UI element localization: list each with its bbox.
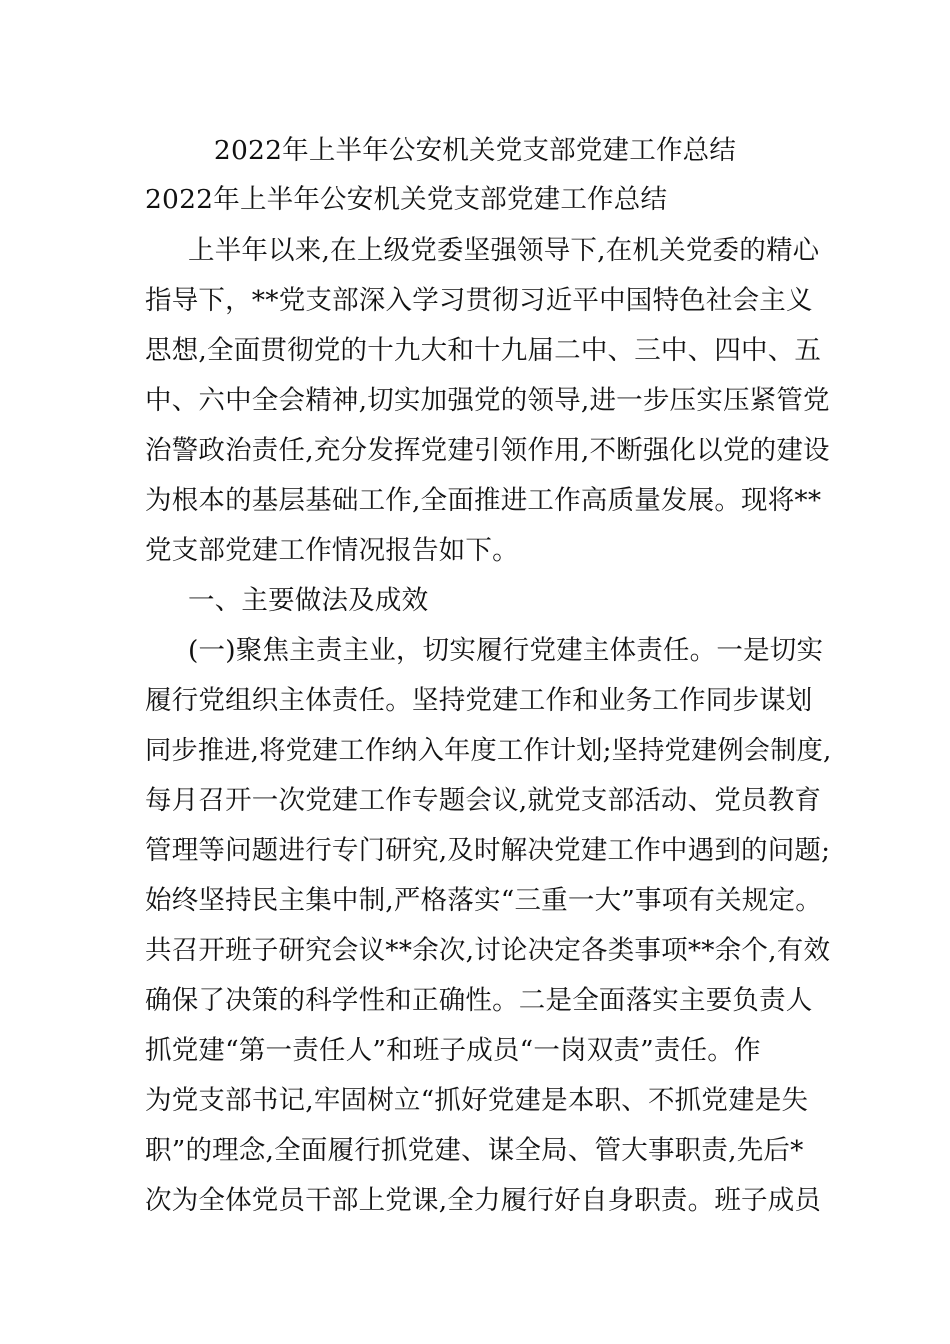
paragraph-line: 始终坚持民主集中制,严格落实“三重一大”事项有关规定。 xyxy=(145,885,822,916)
paragraph-line: 履行党组织主体责任。坚持党建工作和业务工作同步谋划 xyxy=(145,685,813,716)
document-title-centered: 2022年上半年公安机关党支部党建工作总结 xyxy=(213,135,737,166)
paragraph-line: 党支部党建工作情况报告如下。 xyxy=(145,535,519,566)
paragraph-line: 为根本的基层基础工作,全面推进工作高质量发展。现将** xyxy=(145,485,822,516)
paragraph-line: 抓党建“第一责任人”和班子成员“一岗双责”责任。作 xyxy=(145,1035,761,1066)
paragraph-line: (一)聚焦主责主业，切实履行党建主体责任。一是切实 xyxy=(188,635,824,666)
paragraph-line: 中、六中全会精神,切实加强党的领导,进一步压实压紧管党 xyxy=(145,385,830,416)
paragraph-line: 次为全体党员干部上党课,全力履行好自身职责。班子成员 xyxy=(145,1185,822,1216)
paragraph-line: 指导下，**党支部深入学习贯彻习近平中国特色社会主义 xyxy=(145,285,813,316)
paragraph-line: 同步推进,将党建工作纳入年度工作计划;坚持党建例会制度, xyxy=(145,736,832,766)
paragraph-line: 职”的理念,全面履行抓党建、谋全局、管大事职责,先后* xyxy=(145,1135,804,1166)
paragraph-line: 上半年以来,在上级党委坚强领导下,在机关党委的精心 xyxy=(188,235,820,266)
paragraph-line: 为党支部书记,牢固树立“抓好党建是本职、不抓党建是失 xyxy=(145,1085,809,1116)
paragraph-line: 治警政治责任,充分发挥党建引领作用,不断强化以党的建设 xyxy=(145,435,830,466)
paragraph-line: 确保了决策的科学性和正确性。二是全面落实主要负责人 xyxy=(145,985,813,1016)
document-title: 2022年上半年公安机关党支部党建工作总结 xyxy=(145,184,668,215)
paragraph-line: 每月召开一次党建工作专题会议,就党支部活动、党员教育 xyxy=(145,785,822,816)
paragraph-line: 共召开班子研究会议**余次,讨论决定各类事项**余个,有效 xyxy=(145,935,831,966)
section-heading: 一、主要做法及成效 xyxy=(188,585,429,616)
paragraph-line: 管理等问题进行专门研究,及时解决党建工作中遇到的问题; xyxy=(145,835,831,866)
paragraph-line: 思想,全面贯彻党的十九大和十九届二中、三中、四中、五 xyxy=(145,335,822,366)
